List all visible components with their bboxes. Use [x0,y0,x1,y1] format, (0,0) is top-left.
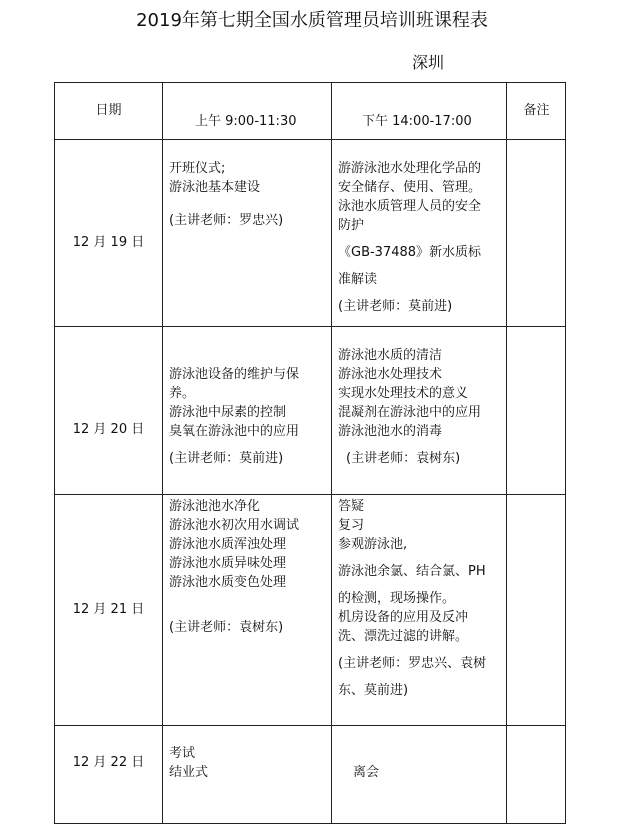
instructor-line: (主讲老师：莫前进) [169,451,284,466]
session-line: 游泳池池水的消毒 [338,424,443,439]
afternoon-session [353,763,379,782]
session-line: 游泳池水质变色处理 [169,575,287,590]
session-line: 游泳池水质浑浊处理 [169,537,287,552]
session-line: 泳池水质管理人员的安全 [338,199,482,214]
location-label: 深圳 [412,53,445,72]
session-line: 游泳池中尿素的控制 [169,405,287,420]
instructor-line: (主讲老师：罗忠兴、袁树 [338,656,487,671]
session-line: 防护 [338,218,365,233]
row-date: 12 月 21 日 [72,602,145,617]
instructor-line: (主讲老师：袁树东) [169,620,284,635]
row-date: 12 月 22 日 [72,755,145,770]
row-date: 12 月 19 日 [72,235,145,250]
column-divider [331,83,332,823]
session-line: 臭氧在游泳池中的应用 [169,424,300,439]
instructor-line: (主讲老师：袁树东) [346,451,461,466]
row-divider [55,326,565,327]
session-line: 安全储存、使用、管理。 [338,180,482,195]
session-line: 养。 [169,386,196,401]
page-title: 2019年第七期全国水质管理员培训班课程表 [136,10,488,31]
session-line: 结业式 [169,765,209,780]
session-line: 游泳池水处理技术 [338,367,443,382]
session-line: 游泳池水质异味处理 [169,556,287,571]
instructor-line: (主讲老师：莫前进) [338,299,453,314]
column-divider [162,83,163,823]
morning-session [169,365,299,468]
session-line: 考试 [169,746,196,761]
header-morning: 上午 9:00-11:30 [195,114,297,129]
row-date: 12 月 20 日 [72,422,145,437]
session-line: 游泳池基本建设 [169,180,261,195]
morning-session [169,497,299,637]
session-line: 游泳池池水净化 [169,499,261,514]
morning-session [169,159,283,230]
session-line: 游游泳池水处理化学品的 [338,161,482,176]
morning-session [169,744,208,782]
session-line: 机房设备的应用及反冲 [338,610,469,625]
afternoon-session [338,159,481,316]
column-divider [506,83,507,823]
row-divider [55,494,565,495]
header-notes: 备注 [523,103,550,118]
afternoon-session [338,497,486,700]
session-line: 混凝剂在游泳池中的应用 [338,405,482,420]
instructor-line: 东、莫前进) [338,683,409,698]
header-date: 日期 [95,103,122,118]
session-line: 实现水处理技术的意义 [338,386,469,401]
session-line: 游泳池设备的维护与保 [169,367,300,382]
session-line: 复习 [338,518,365,533]
session-line: 洗、漂洗过滤的讲解。 [338,629,469,644]
session-line: 答疑 [338,499,365,514]
row-divider [55,725,565,726]
afternoon-session [338,346,481,468]
row-divider [55,139,565,140]
session-line: 游泳池水质的清洁 [338,348,443,363]
session-line: 游泳池水初次用水调试 [169,518,300,533]
session-line: 开班仪式; [169,161,226,176]
schedule-table [54,82,566,824]
instructor-line: (主讲老师：罗忠兴) [169,213,284,228]
session-line: 参观游泳池, [338,537,408,552]
header-afternoon: 下午 14:00-17:00 [362,114,472,129]
session-line: 《GB-37488》新水质标 [338,245,482,260]
session-line: 准解读 [338,272,378,287]
session-line: 的检测，现场操作。 [338,591,456,606]
session-line: 游泳池余氯、结合氯、PH [338,564,486,579]
session-line: 离会 [353,765,380,780]
